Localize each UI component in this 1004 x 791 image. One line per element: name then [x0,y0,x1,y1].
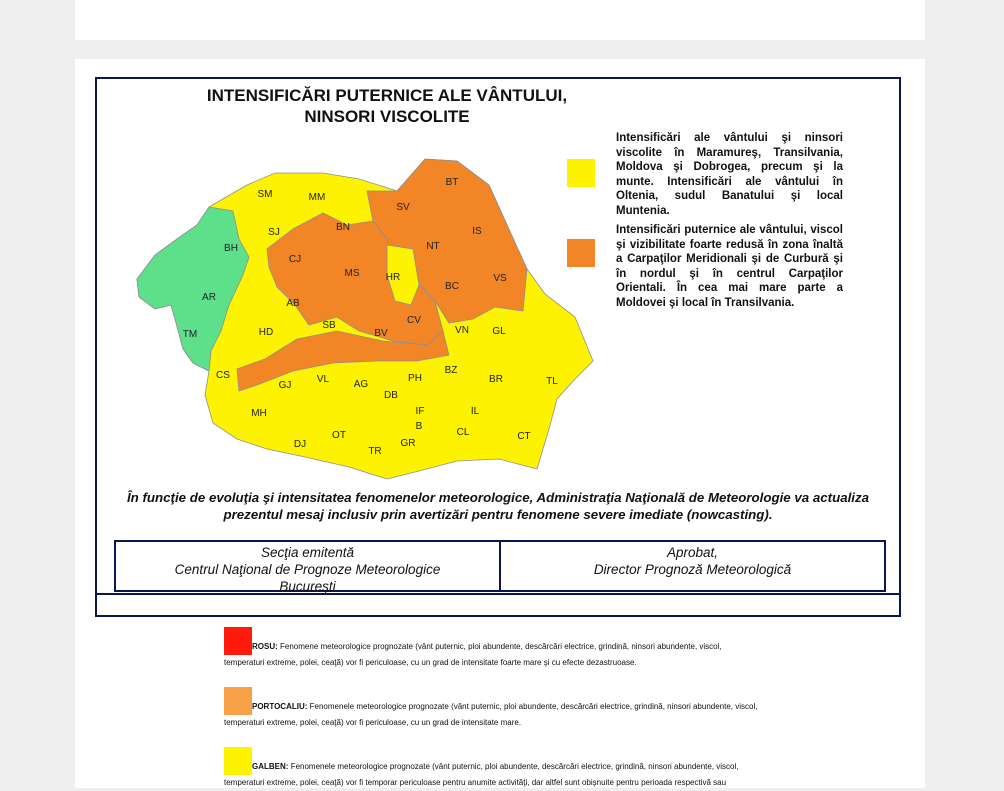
county-label: BH [224,243,238,254]
warning-frame [95,77,901,617]
county-label: MS [344,268,360,279]
county-label: GJ [278,380,292,391]
legend-orange-swatch [567,239,595,267]
code-orange-description: Fenomenele meteorologice prognozate (vânt puternic, ploi abundente, descărcări electrice, grindină, ninsori abundente, viscol, temperaturi extreme, polei, ceaţă) vor fi periculoase, cu un grad de intensitate mare. [224,702,758,727]
county-label: PH [408,373,422,384]
county-label: HR [385,272,401,283]
issuing-section-cell [116,542,499,594]
approval-role: Director Prognoză Meteorologică [593,562,792,577]
county-label: AB [286,298,300,309]
code-yellow-label: GALBEN: [252,762,289,771]
county-label: HD [258,327,274,338]
county-label: GR [400,438,416,449]
county-label: SJ [268,227,280,238]
code-yellow-text [224,759,764,791]
county-label: SV [396,202,410,213]
county-label: IF [415,406,425,417]
signature-table [114,540,886,592]
frame-divider [97,593,899,595]
code-red-description: Fenomene meteorologice prognozate (vânt puternic, ploi abundente, descărcări electrice, grindină, ninsori abundente, viscol, temperaturi extreme, polei, ceaţă) vor fi periculoase, cu un grad de intensitate foarte mare şi cu efecte dezastruoase. [224,642,722,667]
county-label: TR [368,446,382,457]
code-red-label: ROSU: [252,642,278,651]
county-label: BR [489,374,503,385]
county-label: VL [316,374,330,385]
county-label: BV [374,328,388,339]
county-label: MH [251,408,267,419]
issuing-section-title: Secţia emitentă [260,545,355,560]
county-label: AG [353,379,369,390]
county-label: AR [202,292,216,303]
legend-yellow-text: Intensificări ale vântului şi ninsori viscolite în Maramureş, Transilvania, Moldova şi Dobrogea, precum şi la munte. Intensificări ale vântului în Oltenia, sudul Banatului şi local Muntenia. [616,132,843,217]
county-label: NT [426,241,440,252]
issuing-section-city: Bucureşti [279,579,336,594]
county-label: OT [332,430,346,441]
approval-title: Aprobat, [666,545,719,560]
county-label: BN [336,222,350,233]
map-title-line1: INTENSIFICĂRI PUTERNICE ALE VÂNTULUI, [206,86,568,105]
county-label: MM [308,192,326,203]
county-label: BC [445,281,459,292]
county-label: TM [182,329,198,340]
approval-cell [499,542,884,590]
county-label: CT [517,431,531,442]
code-yellow-description: Fenomenele meteorologice prognozate (vânt puternic, ploi abundente, descărcări electrice, grindină, ninsori abundente, viscol, temperaturi extreme, polei, ceaţă) vor fi temporar periculoase pentru anumite activităţi, dar altfel sunt obişnuite pentru perioada respectivă sau [224,762,739,787]
county-label: SB [322,320,336,331]
county-label: CS [216,370,230,381]
county-label: GL [492,326,506,337]
county-label: IL [470,406,480,417]
code-red-text [224,639,764,671]
county-label: BT [445,177,459,188]
county-label: BZ [444,365,458,376]
county-label: DB [384,390,398,401]
county-label: DJ [293,439,307,450]
county-label: VN [455,325,469,336]
county-label: CV [407,315,421,326]
legend-yellow-swatch [567,159,595,187]
county-label: SM [257,189,273,200]
update-note: În funcţie de evoluţia şi intensitatea fenomenelor meteorologice, Administraţia Naţională de Meteorologie va actualiza prezentul mesaj inclusiv prin avertizări pentru fenomene severe imediate (nowcasting). [126,490,870,522]
county-label: CJ [288,254,302,265]
top-card [75,0,925,40]
issuing-section-name: Centrul Naţional de Prognoze Meteorologice [174,562,441,577]
county-label: B [415,421,423,432]
county-label: IS [472,226,482,237]
code-orange-text [224,699,764,731]
legend-orange-text: Intensificări puternice ale vântului, viscol şi vizibilitate foarte redusă în zona înaltă a Carpaţilor Meridionali şi de Curbură şi în nordul şi în centrul Carpaţilor Orientali. În cea mai mare parte a Moldovei şi local în Transilvania. [616,224,843,309]
county-label: VS [493,273,507,284]
code-orange-label: PORTOCALIU: [252,702,308,711]
county-label: TL [546,376,558,387]
map-title-line2: NINSORI VISCOLITE [304,107,470,126]
county-label: CL [456,427,470,438]
